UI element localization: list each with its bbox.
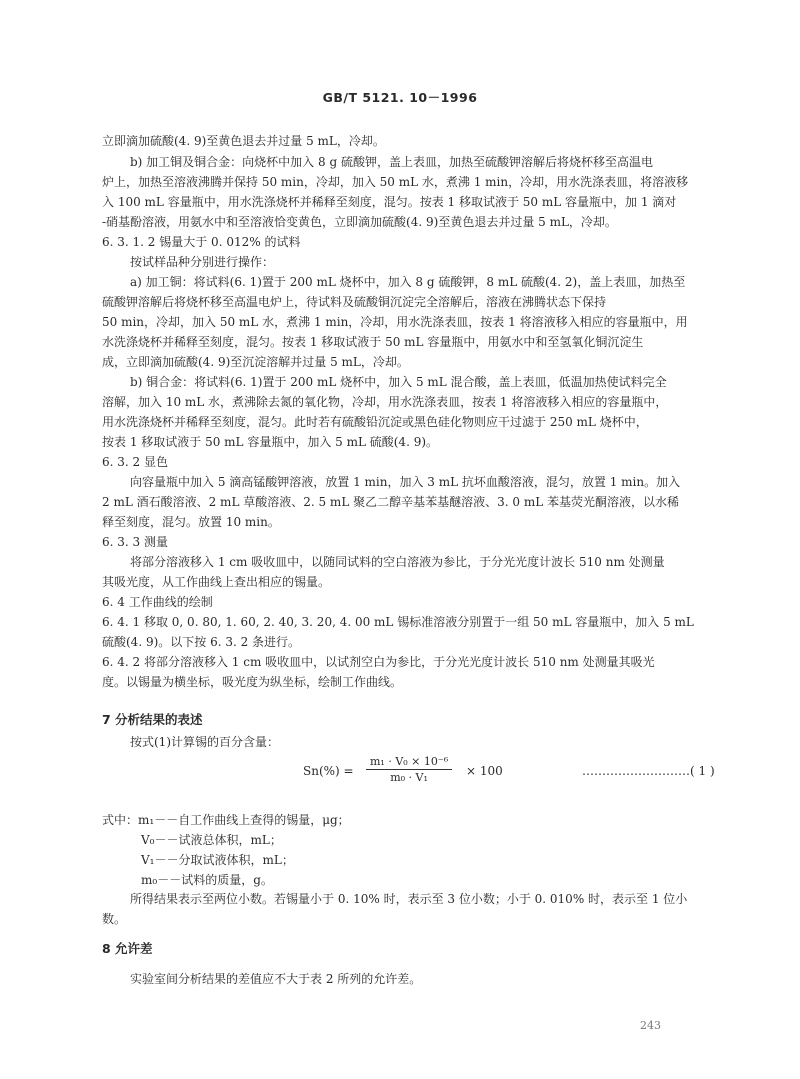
text-line: 6. 3. 1. 2 锡量大于 0. 012% 的试料 bbox=[102, 235, 301, 249]
text-line: b) 加工铜及铜合金：向烧杯中加入 8 g 硫酸钾，盖上表皿，加热至硫酸钾溶解后将烧杯移至高温电 bbox=[130, 155, 653, 169]
text-line: 实验室间分析结果的差值应不大于表 2 所列的允许差。 bbox=[130, 972, 422, 986]
text-line: 6. 3. 2 显色 bbox=[102, 455, 168, 469]
text-line: 6. 4. 2 将部分溶液移入 1 cm 吸收皿中，以试剂空白为参比，于分光光度计波长 510 nm 处测量其吸光 bbox=[102, 655, 655, 669]
text-line: V₁－－分取试液体积，mL； bbox=[141, 853, 294, 867]
text-line: 6. 4 工作曲线的绘制 bbox=[102, 595, 213, 609]
text-line: 炉上，加热至溶液沸腾并保持 50 min，冷却，加入 50 mL 水，煮沸 1 min，冷却，用水洗涤表皿，将溶液移 bbox=[102, 175, 689, 189]
text-line: 立即滴加硫酸(4. 9)至黄色退去并过量 5 mL，冷却。 bbox=[102, 134, 385, 148]
text-line: 释至刻度，混匀。放置 10 min。 bbox=[102, 515, 280, 529]
text-line: 溶解，加入 10 mL 水，煮沸除去氮的氧化物，冷却，用水洗涤表皿，按表 1 将溶液移入相应的容量瓶中， bbox=[102, 395, 668, 409]
text-line: 度。以锡量为横坐标，吸光度为纵坐标，绘制工作曲线。 bbox=[102, 675, 403, 689]
section-heading: 7 分析结果的表述 bbox=[102, 712, 203, 727]
text-line: b) 铜合金：将试料(6. 1)置于 200 mL 烧杯中，加入 5 mL 混合酸，盖上表皿，低温加热使试料完全 bbox=[130, 375, 667, 389]
text-line: 入 100 mL 容量瓶中，用水洗涤烧杯并稀释至刻度，混匀。按表 1 移取试液于 50 mL 容量瓶中，加 1 滴对 bbox=[102, 195, 677, 209]
text-line: 硫酸(4. 9)。以下按 6. 3. 2 条进行。 bbox=[102, 635, 301, 649]
text-line: 所得结果表示至两位小数。若锡量小于 0. 10% 时，表示至 3 位小数；小于 0. 010% 时，表示至 1 位小 bbox=[130, 892, 688, 906]
text-line: 水洗涤烧杯并稀释至刻度，混匀。按表 1 移取试液于 50 mL 容量瓶中，用氨水中和至氢氧化铜沉淀生 bbox=[102, 335, 644, 349]
formula-tail: × 100 bbox=[466, 764, 503, 778]
formula-fraction bbox=[366, 755, 452, 784]
text-line: 50 min，冷却，加入 50 mL 水，煮沸 1 min，冷却，用水洗涤表皿，按表 1 将溶液移入相应的容量瓶中，用 bbox=[102, 315, 688, 329]
text-line: a) 加工铜：将试料(6. 1)置于 200 mL 烧杯中，加入 8 g 硫酸钾，8 mL 硫酸(4. 2)，盖上表皿，加热至 bbox=[130, 275, 686, 289]
text-line: 硫酸钾溶解后将烧杯移至高温电炉上，待试料及硫酸铜沉淀完全溶解后，溶液在沸腾状态下保持 bbox=[102, 295, 607, 309]
text-line: m₀－－试料的质量，g。 bbox=[141, 873, 273, 887]
text-line: 成，立即滴加硫酸(4. 9)至沉淀溶解并过量 5 mL，冷却。 bbox=[102, 355, 409, 369]
text-line: -硝基酚溶液，用氨水中和至溶液恰变黄色，立即滴加硫酸(4. 9)至黄色退去并过量 5 mL，冷却。 bbox=[102, 215, 617, 229]
text-line: 向容量瓶中加入 5 滴高锰酸钾溶液，放置 1 min，加入 3 mL 抗坏血酸溶液，混匀，放置 1 min。加入 bbox=[130, 475, 681, 489]
formula-lhs: Sn(%) = bbox=[303, 764, 354, 778]
text-line: V₀－－试液总体积，mL； bbox=[141, 833, 282, 847]
page-header: GB/T 5121. 10－1996 bbox=[322, 90, 478, 105]
formula-numerator: m₁ · V₀ × 10⁻⁶ bbox=[366, 755, 452, 770]
text-line: 将部分溶液移入 1 cm 吸收皿中，以随同试料的空白溶液为参比，于分光光度计波长 510 nm 处测量 bbox=[130, 555, 665, 569]
equation-number: ………………………( 1 ) bbox=[582, 764, 715, 778]
text-line: 其吸光度，从工作曲线上查出相应的锡量。 bbox=[102, 575, 331, 589]
section-heading: 8 允许差 bbox=[102, 941, 153, 956]
page-number: 243 bbox=[640, 1019, 661, 1032]
text-line: 6. 3. 3 测量 bbox=[102, 535, 168, 549]
text-line: 数。 bbox=[102, 912, 127, 926]
text-line: 按表 1 移取试液于 50 mL 容量瓶中，加入 5 mL 硫酸(4. 9)。 bbox=[102, 435, 439, 449]
text-line: 式中：m₁－－自工作曲线上查得的锡量，μg； bbox=[102, 813, 350, 827]
text-line: 用水洗涤烧杯并稀释至刻度，混匀。此时若有硫酸铅沉淀或黑色硅化物则应干过滤于 250 mL 烧杯中， bbox=[102, 415, 648, 429]
text-line: 6. 4. 1 移取 0, 0. 80, 1. 60, 2. 40, 3. 20, 4. 00 mL 锡标准溶液分别置于一组 50 mL 容量瓶中，加入 5 mL bbox=[102, 615, 694, 629]
text-line: 按式(1)计算锡的百分含量： bbox=[130, 735, 279, 749]
formula-denominator: m₀ · V₁ bbox=[390, 771, 428, 784]
text-line: 按试样品种分别进行操作： bbox=[130, 255, 275, 269]
text-line: 2 mL 酒石酸溶液、2 mL 草酸溶液、2. 5 mL 聚乙二醇辛基苯基醚溶液、3. 0 mL 苯基荧光酮溶液，以水稀 bbox=[102, 495, 679, 509]
